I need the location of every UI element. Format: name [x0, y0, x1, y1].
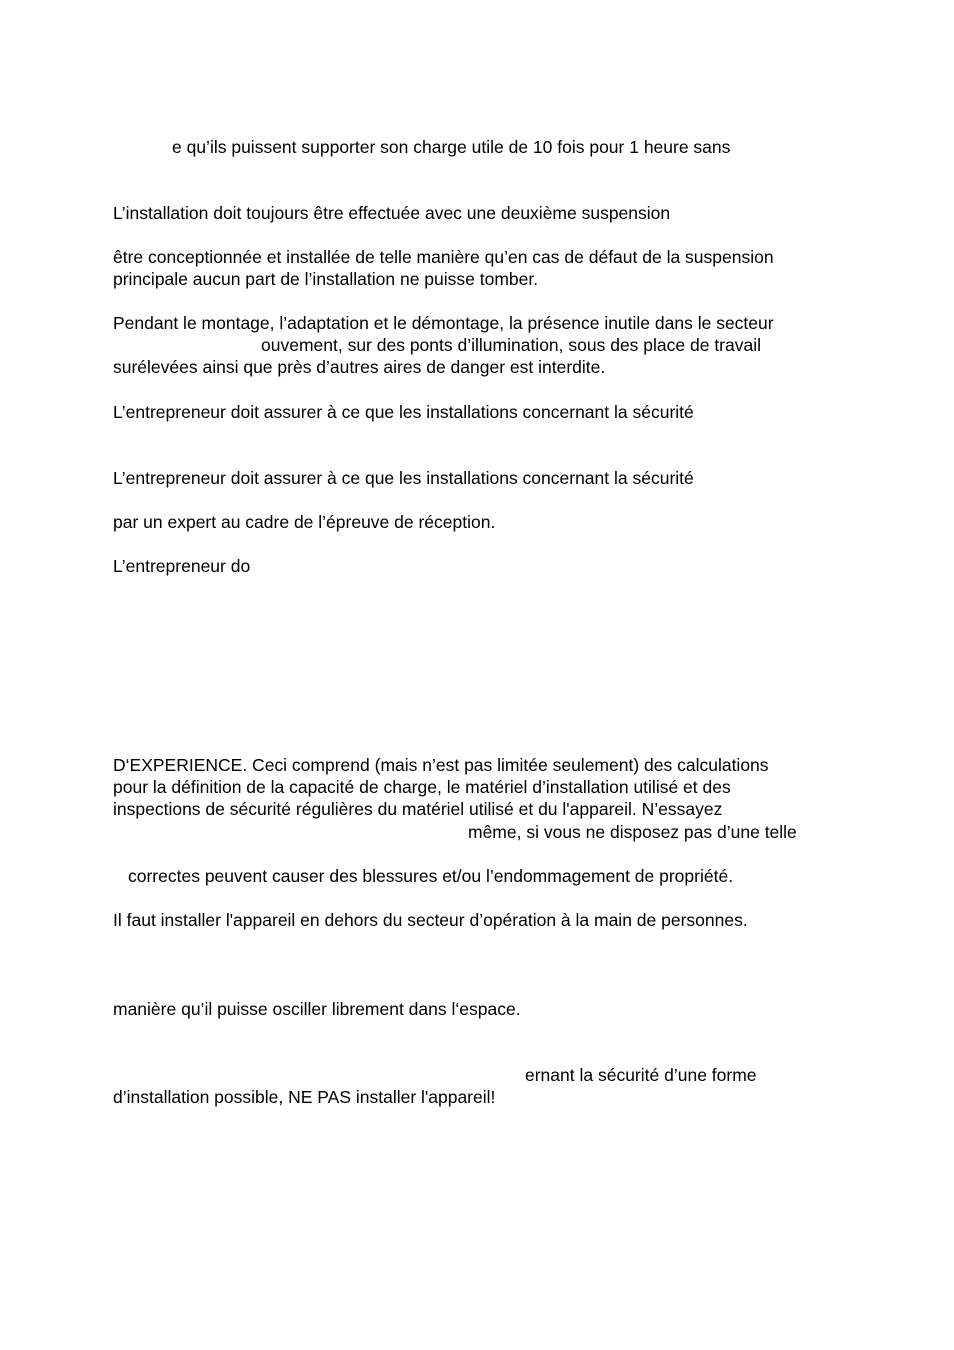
text-line-7: surélevées ainsi que près d’autres aires de danger est interdite. [113, 357, 606, 377]
text-line-8: L’entrepreneur doit assurer à ce que les installations concernant la sécurité [113, 402, 694, 422]
text-line-3: être conceptionnée et installée de telle manière qu’en cas de défaut de la suspension [113, 247, 774, 267]
text-line-14: inspections de sécurité régulières du matériel utilisé et du l'appareil. N’essayez [113, 799, 723, 819]
text-line-10: par un expert au cadre de l’épreuve de réception. [113, 512, 496, 532]
text-line-6: ouvement, sur des ponts d’illumination, sous des place de travail [261, 335, 761, 355]
text-line-9: L’entrepreneur doit assurer à ce que les installations concernant la sécurité [113, 468, 694, 488]
text-line-5: Pendant le montage, l’adaptation et le démontage, la présence inutile dans le secteur [113, 313, 774, 333]
text-line-19: ernant la sécurité d’une forme [525, 1065, 757, 1085]
text-line-15: même, si vous ne disposez pas d’une telle [468, 822, 797, 842]
text-line-4: principale aucun part de l’installation ne puisse tomber. [113, 269, 539, 289]
text-line-16: correctes peuvent causer des blessures et/ou l’endommagement de propriété. [128, 866, 734, 886]
text-line-17: Il faut installer l'appareil en dehors du secteur d’opération à la main de personnes. [113, 910, 748, 930]
text-line-11: L’entrepreneur do [113, 556, 251, 576]
text-line-2: L’installation doit toujours être effectuée avec une deuxième suspension [113, 203, 671, 223]
text-line-13: pour la définition de la capacité de charge, le matériel d’installation utilisé et des [113, 777, 731, 797]
text-line-12: D‘EXPERIENCE. Ceci comprend (mais n’est pas limitée seulement) des calculations [113, 755, 769, 775]
text-line-1: e qu’ils puissent supporter son charge utile de 10 fois pour 1 heure sans [172, 137, 731, 157]
text-line-18: manière qu’il puisse osciller librement dans l‘espace. [113, 999, 521, 1019]
text-line-20: d’installation possible, NE PAS installer l'appareil! [113, 1087, 496, 1107]
